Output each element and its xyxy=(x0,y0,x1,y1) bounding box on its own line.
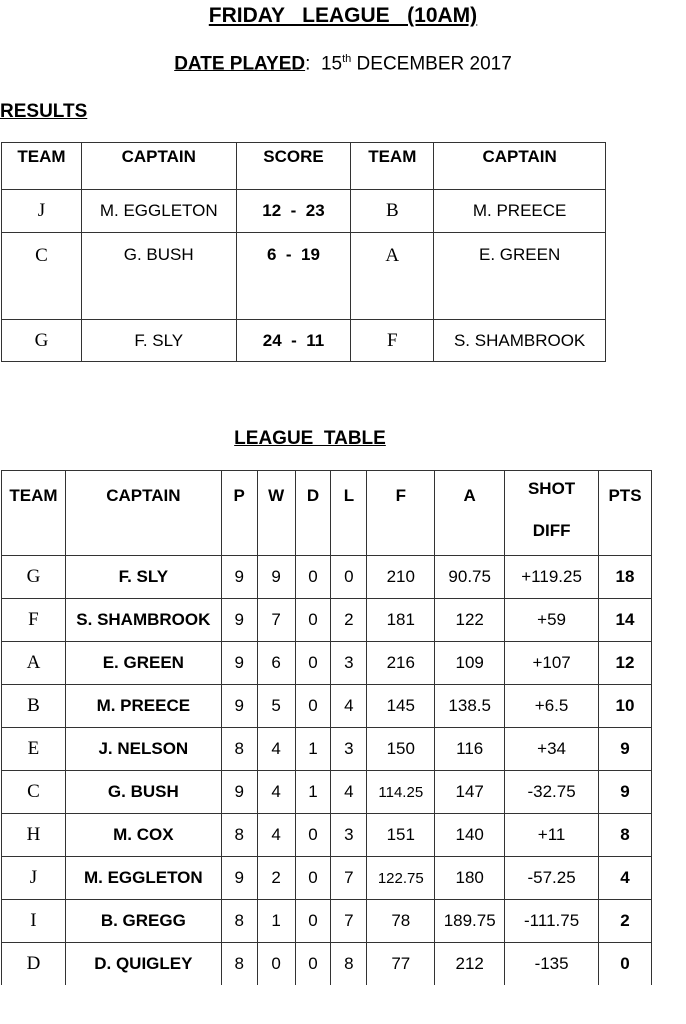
league-header-captain: CAPTAIN xyxy=(65,471,221,556)
league-drawn: 0 xyxy=(295,599,331,642)
league-won: 5 xyxy=(257,685,295,728)
league-won: 4 xyxy=(257,771,295,814)
league-team: G xyxy=(2,556,66,599)
league-shot-diff: +34 xyxy=(505,728,599,771)
league-captain: S. SHAMBROOK xyxy=(65,599,221,642)
league-for: 181 xyxy=(367,599,435,642)
league-played: 9 xyxy=(221,556,257,599)
results-team-1: J xyxy=(2,190,82,233)
league-captain: M. PREECE xyxy=(65,685,221,728)
league-header-points: PTS xyxy=(599,471,652,556)
results-header-captain-2: CAPTAIN xyxy=(434,143,606,190)
league-header-for: F xyxy=(367,471,435,556)
league-against: 189.75 xyxy=(435,900,505,943)
league-points: 4 xyxy=(599,857,652,900)
league-drawn: 0 xyxy=(295,814,331,857)
results-header-captain: CAPTAIN xyxy=(81,143,236,190)
league-captain: E. GREEN xyxy=(65,642,221,685)
league-drawn: 1 xyxy=(295,728,331,771)
date-separator: : xyxy=(305,53,321,75)
league-against: 180 xyxy=(435,857,505,900)
league-won: 9 xyxy=(257,556,295,599)
league-for: 78 xyxy=(367,900,435,943)
league-drawn: 0 xyxy=(295,900,331,943)
league-header-against: A xyxy=(435,471,505,556)
league-lost: 4 xyxy=(331,685,367,728)
league-for: 150 xyxy=(367,728,435,771)
league-header-row xyxy=(2,471,652,556)
league-points: 18 xyxy=(599,556,652,599)
league-shot-diff: +11 xyxy=(505,814,599,857)
league-played: 9 xyxy=(221,857,257,900)
league-table xyxy=(1,470,652,985)
league-lost: 4 xyxy=(331,771,367,814)
league-lost: 2 xyxy=(331,599,367,642)
league-header-lost: L xyxy=(331,471,367,556)
league-points: 10 xyxy=(599,685,652,728)
league-shot-diff: +59 xyxy=(505,599,599,642)
results-captain-1: G. BUSH xyxy=(81,233,236,320)
league-drawn: 0 xyxy=(295,685,331,728)
league-points: 9 xyxy=(599,728,652,771)
league-played: 8 xyxy=(221,728,257,771)
results-header-team-2: TEAM xyxy=(351,143,434,190)
results-header-score: SCORE xyxy=(236,143,351,190)
results-team-1: G xyxy=(2,320,82,362)
results-captain-2: E. GREEN xyxy=(434,233,606,320)
league-shot-diff: +6.5 xyxy=(505,685,599,728)
league-lost: 3 xyxy=(331,728,367,771)
league-won: 4 xyxy=(257,814,295,857)
league-won: 6 xyxy=(257,642,295,685)
league-against: 109 xyxy=(435,642,505,685)
league-for: 145 xyxy=(367,685,435,728)
league-won: 4 xyxy=(257,728,295,771)
date-rest: DECEMBER 2017 xyxy=(351,53,512,75)
league-played: 8 xyxy=(221,900,257,943)
league-header-won: W xyxy=(257,471,295,556)
league-for: 114.25 xyxy=(367,771,435,814)
league-row xyxy=(2,728,652,771)
league-row xyxy=(2,943,652,986)
league-for: 122.75 xyxy=(367,857,435,900)
results-captain-2: M. PREECE xyxy=(434,190,606,233)
league-points: 14 xyxy=(599,599,652,642)
league-won: 1 xyxy=(257,900,295,943)
league-lost: 3 xyxy=(331,814,367,857)
results-captain-1: M. EGGLETON xyxy=(81,190,236,233)
league-against: 140 xyxy=(435,814,505,857)
results-score: 24 - 11 xyxy=(236,320,351,362)
league-for: 77 xyxy=(367,943,435,986)
results-team-2: B xyxy=(351,190,434,233)
league-table-heading: LEAGUE TABLE xyxy=(234,428,386,449)
league-points: 8 xyxy=(599,814,652,857)
league-drawn: 0 xyxy=(295,857,331,900)
results-header-team: TEAM xyxy=(2,143,82,190)
league-team: H xyxy=(2,814,66,857)
league-shot-diff: +107 xyxy=(505,642,599,685)
results-team-1: C xyxy=(2,233,82,320)
league-captain: F. SLY xyxy=(65,556,221,599)
league-lost: 7 xyxy=(331,900,367,943)
league-team: C xyxy=(2,771,66,814)
league-header-shot-diff xyxy=(505,471,599,556)
league-shot-diff: -57.25 xyxy=(505,857,599,900)
league-played: 9 xyxy=(221,771,257,814)
league-against: 212 xyxy=(435,943,505,986)
page-title: FRIDAY LEAGUE (10AM) xyxy=(208,4,478,27)
results-row xyxy=(2,320,606,362)
league-won: 2 xyxy=(257,857,295,900)
league-lost: 0 xyxy=(331,556,367,599)
league-lost: 7 xyxy=(331,857,367,900)
league-row xyxy=(2,900,652,943)
league-against: 122 xyxy=(435,599,505,642)
results-team-2: F xyxy=(351,320,434,362)
league-captain: G. BUSH xyxy=(65,771,221,814)
date-day: 15 xyxy=(320,53,343,75)
league-won: 7 xyxy=(257,599,295,642)
league-played: 9 xyxy=(221,642,257,685)
league-captain: B. GREGG xyxy=(65,900,221,943)
league-against: 116 xyxy=(435,728,505,771)
league-played: 9 xyxy=(221,599,257,642)
league-drawn: 0 xyxy=(295,943,331,986)
league-drawn: 0 xyxy=(295,642,331,685)
league-shot-diff: +119.25 xyxy=(505,556,599,599)
league-captain: M. EGGLETON xyxy=(65,857,221,900)
league-points: 12 xyxy=(599,642,652,685)
league-shot-diff: -111.75 xyxy=(505,900,599,943)
results-row xyxy=(2,233,606,320)
league-for: 151 xyxy=(367,814,435,857)
date-played-label: DATE PLAYED xyxy=(174,53,306,75)
league-header-played: P xyxy=(221,471,257,556)
results-score: 6 - 19 xyxy=(236,233,351,320)
results-captain-2: S. SHAMBROOK xyxy=(434,320,606,362)
results-team-2: A xyxy=(351,233,434,320)
results-table xyxy=(1,142,606,362)
league-against: 138.5 xyxy=(435,685,505,728)
league-against: 90.75 xyxy=(435,556,505,599)
league-header-diff: DIFF xyxy=(532,521,571,540)
league-row xyxy=(2,814,652,857)
league-header-team: TEAM xyxy=(2,471,66,556)
league-drawn: 1 xyxy=(295,771,331,814)
results-row xyxy=(2,190,606,233)
league-row xyxy=(2,685,652,728)
league-captain: J. NELSON xyxy=(65,728,221,771)
league-for: 216 xyxy=(367,642,435,685)
league-points: 2 xyxy=(599,900,652,943)
league-row xyxy=(2,556,652,599)
league-team: F xyxy=(2,599,66,642)
league-row xyxy=(2,771,652,814)
league-lost: 8 xyxy=(331,943,367,986)
league-lost: 3 xyxy=(331,642,367,685)
date-day-suffix: th xyxy=(342,53,352,65)
league-for: 210 xyxy=(367,556,435,599)
league-team: B xyxy=(2,685,66,728)
league-header-shot: SHOT xyxy=(527,479,576,498)
league-points: 9 xyxy=(599,771,652,814)
league-team: A xyxy=(2,642,66,685)
league-won: 0 xyxy=(257,943,295,986)
league-captain: M. COX xyxy=(65,814,221,857)
league-team: E xyxy=(2,728,66,771)
league-drawn: 0 xyxy=(295,556,331,599)
league-header-drawn: D xyxy=(295,471,331,556)
league-row xyxy=(2,857,652,900)
league-team: I xyxy=(2,900,66,943)
results-heading: RESULTS xyxy=(0,101,88,122)
league-row xyxy=(2,599,652,642)
results-header-row xyxy=(2,143,606,190)
league-played: 9 xyxy=(221,685,257,728)
league-against: 147 xyxy=(435,771,505,814)
league-points: 0 xyxy=(599,943,652,986)
date-played xyxy=(0,53,686,75)
league-shot-diff: -32.75 xyxy=(505,771,599,814)
league-team: J xyxy=(2,857,66,900)
league-shot-diff: -135 xyxy=(505,943,599,986)
results-score: 12 - 23 xyxy=(236,190,351,233)
league-played: 8 xyxy=(221,943,257,986)
league-team: D xyxy=(2,943,66,986)
league-row xyxy=(2,642,652,685)
results-captain-1: F. SLY xyxy=(81,320,236,362)
league-captain: D. QUIGLEY xyxy=(65,943,221,986)
league-played: 8 xyxy=(221,814,257,857)
